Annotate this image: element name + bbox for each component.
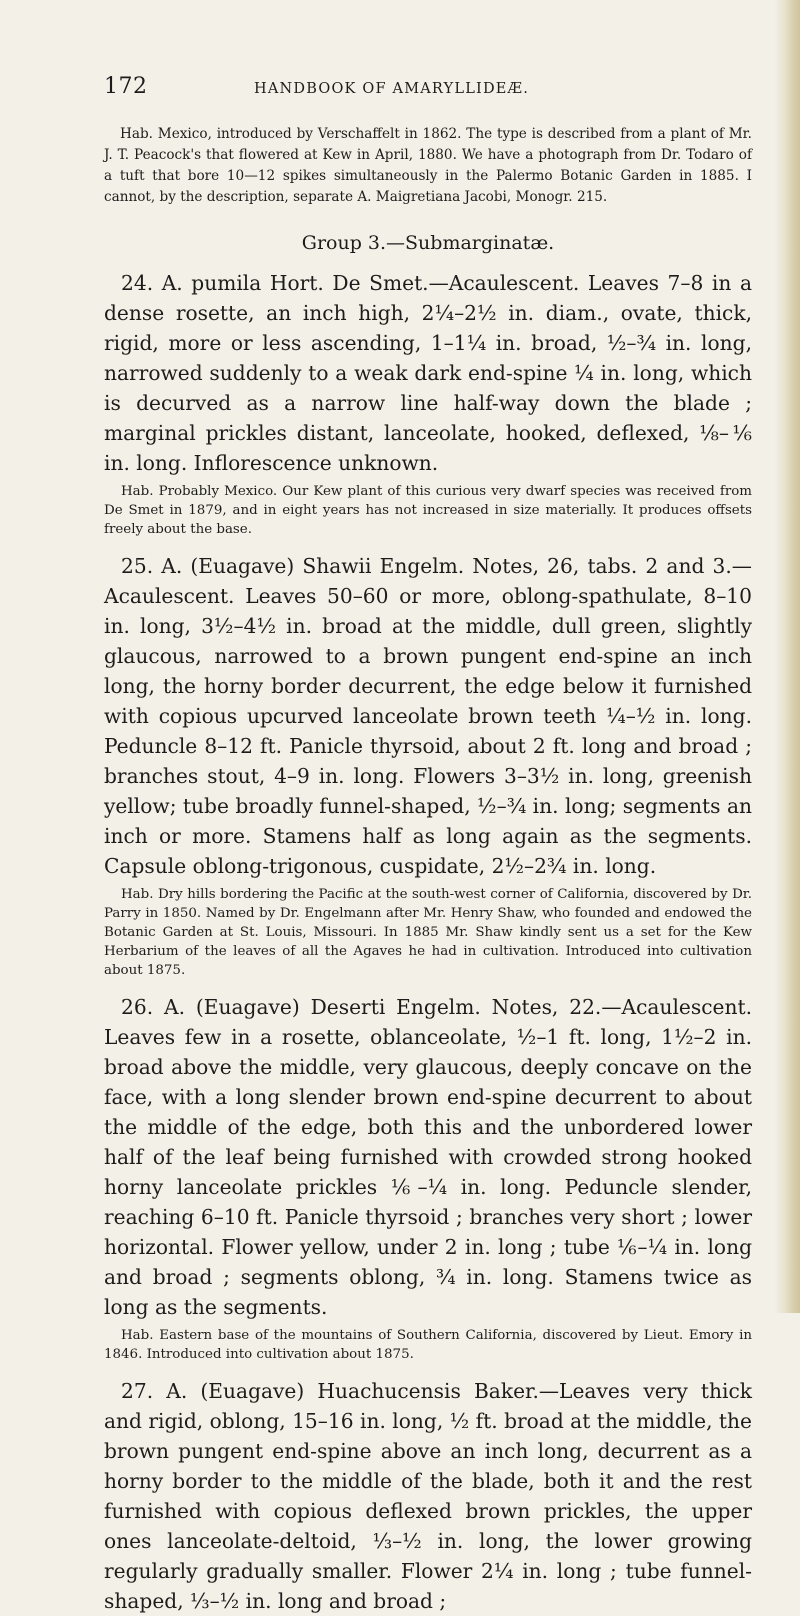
intro-habitat-note: Hab. Mexico, introduced by Verschaffelt in 1862. The type is described from a plant of Mr. J. T. Peacock's that flowered at Kew in April, 1880. We have a photograph from Dr. Todaro of a tuft that bore 10—12 spikes simultaneously in the Palermo Botanic Garden in 1885. I cannot, by the description, separate A. Maigretiana Jacobi, Monogr. 215. (104, 126, 752, 205)
species-entry-24: 24. A. pumila Hort. De Smet.—Acaulescent. Leaves 7–8 in a dense rosette, an inch high, 2¼–2½ in. diam., ovate, thick, rigid, more or less ascending, 1–1¼ in. broad, ½–¾ in. long, narrowed suddenly to a weak dark end-spine ¼ in. long, which is decurved as a narrow line half-way down the blade ; marginal prickles distant, lanceolate, hooked, deflexed, ⅛–⅙ in. long. Inflorescence unknown. (104, 271, 752, 475)
book-page (104, 74, 752, 1616)
species-entry-27: 27. A. (Euagave) Huachucensis Baker.—Leaves very thick and rigid, oblong, 15–16 in. long, ½ ft. broad at the middle, the brown pungent end-spine above an inch long, decurrent as a horny border to the middle of the blade, both it and the rest furnished with copious deflexed brown prickles, the upper ones lanceolate-deltoid, ⅓–½ in. long, the lower growing regularly gradually smaller. Flower 2¼ in. long ; tube funnel-shaped, ⅓–½ in. long and broad ; (104, 1379, 752, 1613)
habitat-note-25: Hab. Dry hills bordering the Pacific at the south-west corner of California, discovered by Dr. Parry in 1850. Named by Dr. Engelmann after Mr. Henry Shaw, who founded and endowed the Botanic Garden at St. Louis, Missouri. In 1885 Mr. Shaw kindly sent us a set for the Kew Herbarium of the leaves of all the Agaves he had in cultivation. Introduced into cultivation about 1875. (104, 887, 752, 978)
habitat-note-26: Hab. Eastern base of the mountains of Southern California, discovered by Lieut. Emory in 1846. Introduced into cultivation about 1875. (104, 1328, 752, 1362)
habitat-note-24: Hab. Probably Mexico. Our Kew plant of this curious very dwarf species was received from De Smet in 1879, and in eight years has not increased in size materially. It produces offsets freely about the base. (104, 484, 752, 537)
species-entry-26: 26. A. (Euagave) Deserti Engelm. Notes, 22.—Acaulescent. Leaves few in a rosette, oblanceolate, ½–1 ft. long, 1½–2 in. broad above the middle, very glaucous, deeply concave on the face, with a long slender brown end-spine decurrent to about the middle of the edge, both this and the unbordered lower half of the leaf being furnished with crowded strong hooked horny lanceolate prickles ⅙–¼ in. long. Peduncle slender, reaching 6–10 ft. Panicle thyrsoid ; branches very short ; lower horizontal. Flower yellow, under 2 in. long ; tube ⅙–¼ in. long and broad ; segments oblong, ¾ in. long. Stamens twice as long as the segments. (104, 995, 752, 1319)
running-head: HANDBOOK OF AMARYLLIDEÆ. (254, 81, 530, 97)
species-entry-25: 25. A. (Euagave) Shawii Engelm. Notes, 26, tabs. 2 and 3.—Acaulescent. Leaves 50–60 or more, oblong-spathulate, 8–10 in. long, 3½–4½ in. broad at the middle, dull green, slightly glaucous, narrowed to a brown pungent end-spine an inch long, the horny border decurrent, the edge below it furnished with copious upcurved lanceolate brown teeth ¼–½ in. long. Peduncle 8–12 ft. Panicle thyrsoid, about 2 ft. long and broad ; branches stout, 4–9 in. long. Flowers 3–3½ in. long, greenish yellow; tube broadly funnel-shaped, ½–¾ in. long; segments an inch or more. Stamens half as long again as the segments. Capsule oblong-trigonous, cuspidate, 2½–2¾ in. long. (104, 554, 752, 878)
page-header (104, 74, 752, 104)
page-edge-shadow (774, 0, 800, 1313)
page-number: 172 (104, 74, 148, 99)
group-heading: Group 3.—Submarginatæ. (301, 232, 555, 254)
